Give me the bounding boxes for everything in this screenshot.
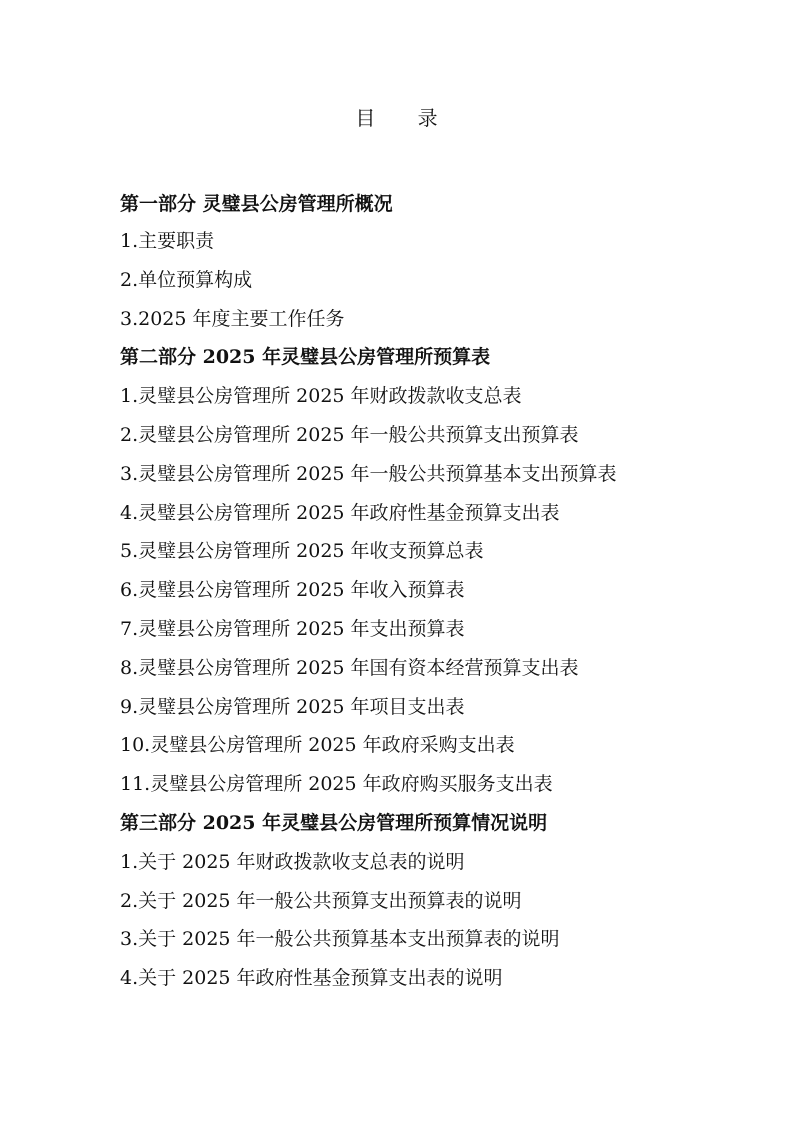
toc-entry[interactable]: 1.主要职责: [120, 230, 215, 252]
toc-entry[interactable]: 5.灵璧县公房管理所 2025 年收支预算总表: [120, 540, 484, 563]
page-title: 目 录: [355, 106, 456, 130]
toc-entry[interactable]: 11.灵璧县公房管理所 2025 年政府购买服务支出表: [120, 773, 553, 796]
toc-entry[interactable]: 6.灵璧县公房管理所 2025 年收入预算表: [120, 579, 465, 602]
toc-entry[interactable]: 4.灵璧县公房管理所 2025 年政府性基金预算支出表: [120, 501, 560, 524]
toc-entry[interactable]: 3.2025 年度主要工作任务: [120, 307, 345, 330]
toc-entry[interactable]: 4.关于 2025 年政府性基金预算支出表的说明: [120, 967, 503, 990]
section-heading-part-2[interactable]: 第二部分 2025 年灵璧县公房管理所预算表: [120, 346, 491, 369]
toc-entry[interactable]: 2.单位预算构成: [120, 268, 253, 291]
toc-entry[interactable]: 10.灵璧县公房管理所 2025 年政府采购支出表: [120, 734, 515, 757]
toc-entry[interactable]: 1.关于 2025 年财政拨款收支总表的说明: [120, 850, 465, 873]
toc-entry[interactable]: 7.灵璧县公房管理所 2025 年支出预算表: [120, 617, 465, 640]
section-heading-part-1[interactable]: 第一部分 灵璧县公房管理所概况: [120, 193, 393, 215]
toc-entry[interactable]: 1.灵璧县公房管理所 2025 年财政拨款收支总表: [120, 385, 522, 408]
toc-entry[interactable]: 3.关于 2025 年一般公共预算基本支出预算表的说明: [120, 928, 560, 951]
section-heading-part-3[interactable]: 第三部分 2025 年灵璧县公房管理所预算情况说明: [120, 811, 548, 834]
toc-entry[interactable]: 9.灵璧县公房管理所 2025 年项目支出表: [120, 695, 465, 718]
table-of-contents: [120, 186, 740, 998]
toc-entry[interactable]: 8.灵璧县公房管理所 2025 年国有资本经营预算支出表: [120, 656, 579, 679]
toc-entry[interactable]: 3.灵璧县公房管理所 2025 年一般公共预算基本支出预算表: [120, 462, 617, 485]
toc-entry[interactable]: 2.关于 2025 年一般公共预算支出预算表的说明: [120, 889, 522, 912]
toc-entry[interactable]: 2.灵璧县公房管理所 2025 年一般公共预算支出预算表: [120, 423, 579, 446]
